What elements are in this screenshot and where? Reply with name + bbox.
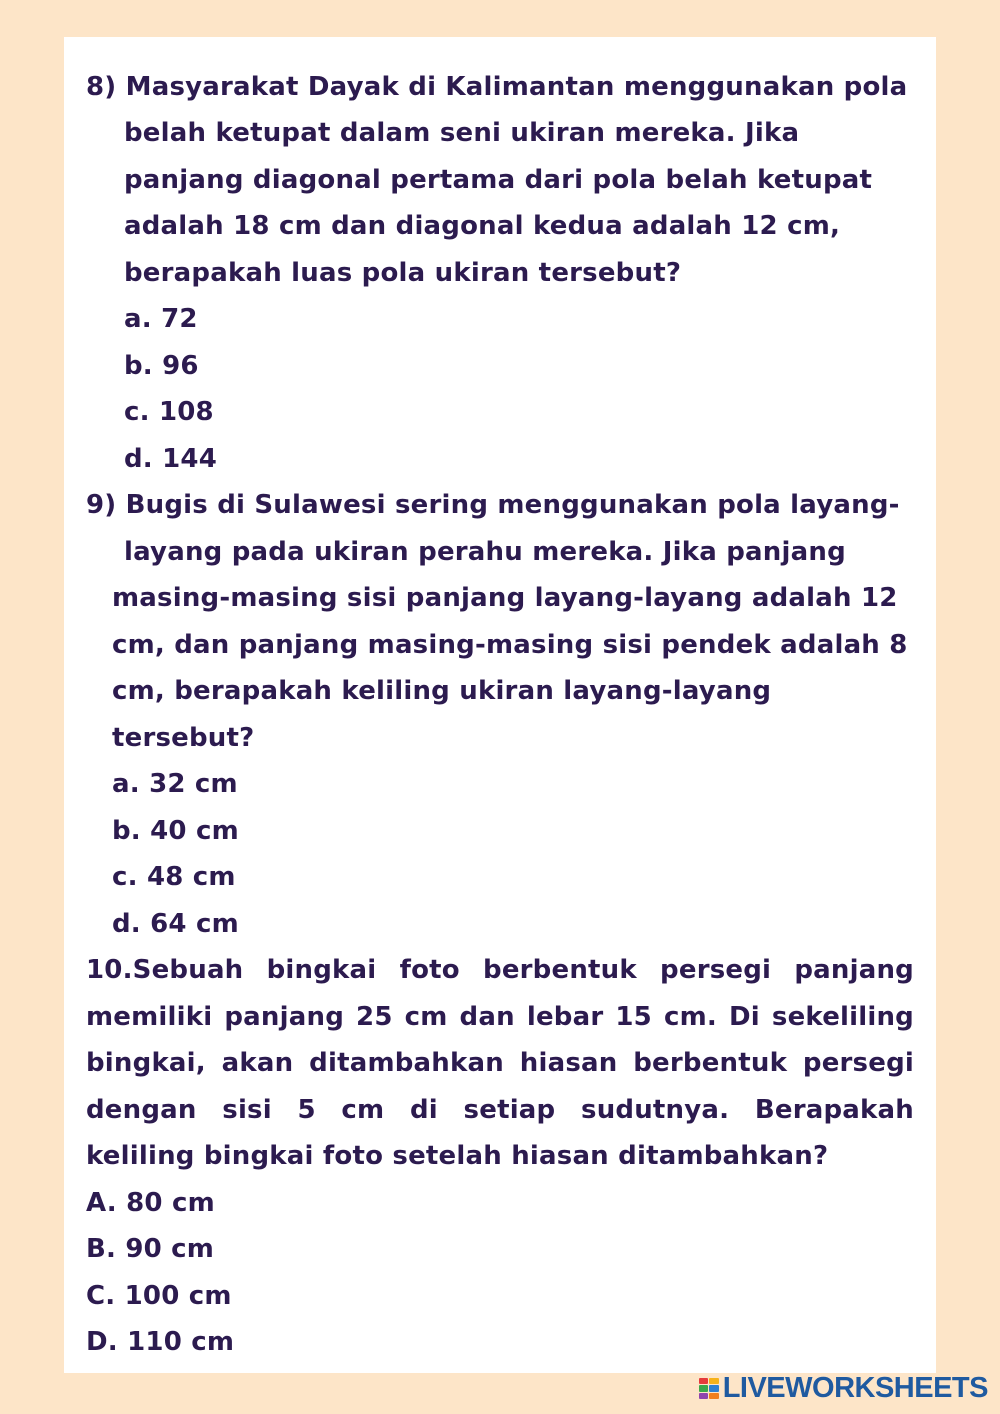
- worksheet-page: [64, 37, 936, 1373]
- liveworksheets-logo: [699, 1372, 988, 1405]
- q8-text-line: 8) Masyarakat Dayak di Kalimantan menggunakan pola: [86, 72, 908, 102]
- liveworksheets-logo-text: LIVEWORKSHEETS: [722, 1372, 988, 1404]
- q8-text-line: belah ketupat dalam seni ukiran mereka. Jika: [124, 118, 800, 148]
- q10-option-d[interactable]: D. 110 cm: [86, 1327, 235, 1357]
- q9-text-line: 9) Bugis di Sulawesi sering menggunakan pola layang-: [86, 490, 900, 520]
- q9-text-line: cm, dan panjang masing-masing sisi pendek adalah 8: [112, 630, 908, 660]
- q10-text-line: keliling bingkai foto setelah hiasan ditambahkan?: [86, 1141, 829, 1171]
- q9-option-c[interactable]: c. 48 cm: [112, 862, 236, 892]
- q8-text-line: panjang diagonal pertama dari pola belah ketupat: [124, 165, 873, 195]
- q9-option-b[interactable]: b. 40 cm: [112, 816, 239, 846]
- q10-option-b[interactable]: B. 90 cm: [86, 1234, 215, 1264]
- q9-text-line: masing-masing sisi panjang layang-layang adalah 12: [112, 583, 898, 613]
- q8-text-line: berapakah luas pola ukiran tersebut?: [124, 258, 682, 288]
- q9-text-line: tersebut?: [112, 723, 255, 753]
- q8-option-d[interactable]: d. 144: [124, 444, 218, 474]
- q8-option-c[interactable]: c. 108: [124, 397, 214, 427]
- q10-text-line: dengan sisi 5 cm di setiap sudutnya. Berapakah: [86, 1095, 914, 1125]
- q8-option-a[interactable]: a. 72: [124, 304, 198, 334]
- q9-option-d[interactable]: d. 64 cm: [112, 909, 239, 939]
- q9-option-a[interactable]: a. 32 cm: [112, 769, 238, 799]
- q10-option-a[interactable]: A. 80 cm: [86, 1188, 215, 1218]
- q8-text-line: adalah 18 cm dan diagonal kedua adalah 12 cm,: [124, 211, 841, 241]
- liveworksheets-logo-icon: [699, 1378, 719, 1400]
- q10-text-line: 10.Sebuah bingkai foto berbentuk persegi panjang: [86, 955, 914, 985]
- q9-text-line: layang pada ukiran perahu mereka. Jika panjang: [124, 537, 846, 567]
- q10-text-line: bingkai, akan ditambahkan hiasan berbentuk persegi: [86, 1048, 914, 1078]
- q10-option-c[interactable]: C. 100 cm: [86, 1281, 232, 1311]
- q9-text-line: cm, berapakah keliling ukiran layang-layang: [112, 676, 772, 706]
- q10-text-line: memiliki panjang 25 cm dan lebar 15 cm. Di sekeliling: [86, 1002, 914, 1032]
- q8-option-b[interactable]: b. 96: [124, 351, 199, 381]
